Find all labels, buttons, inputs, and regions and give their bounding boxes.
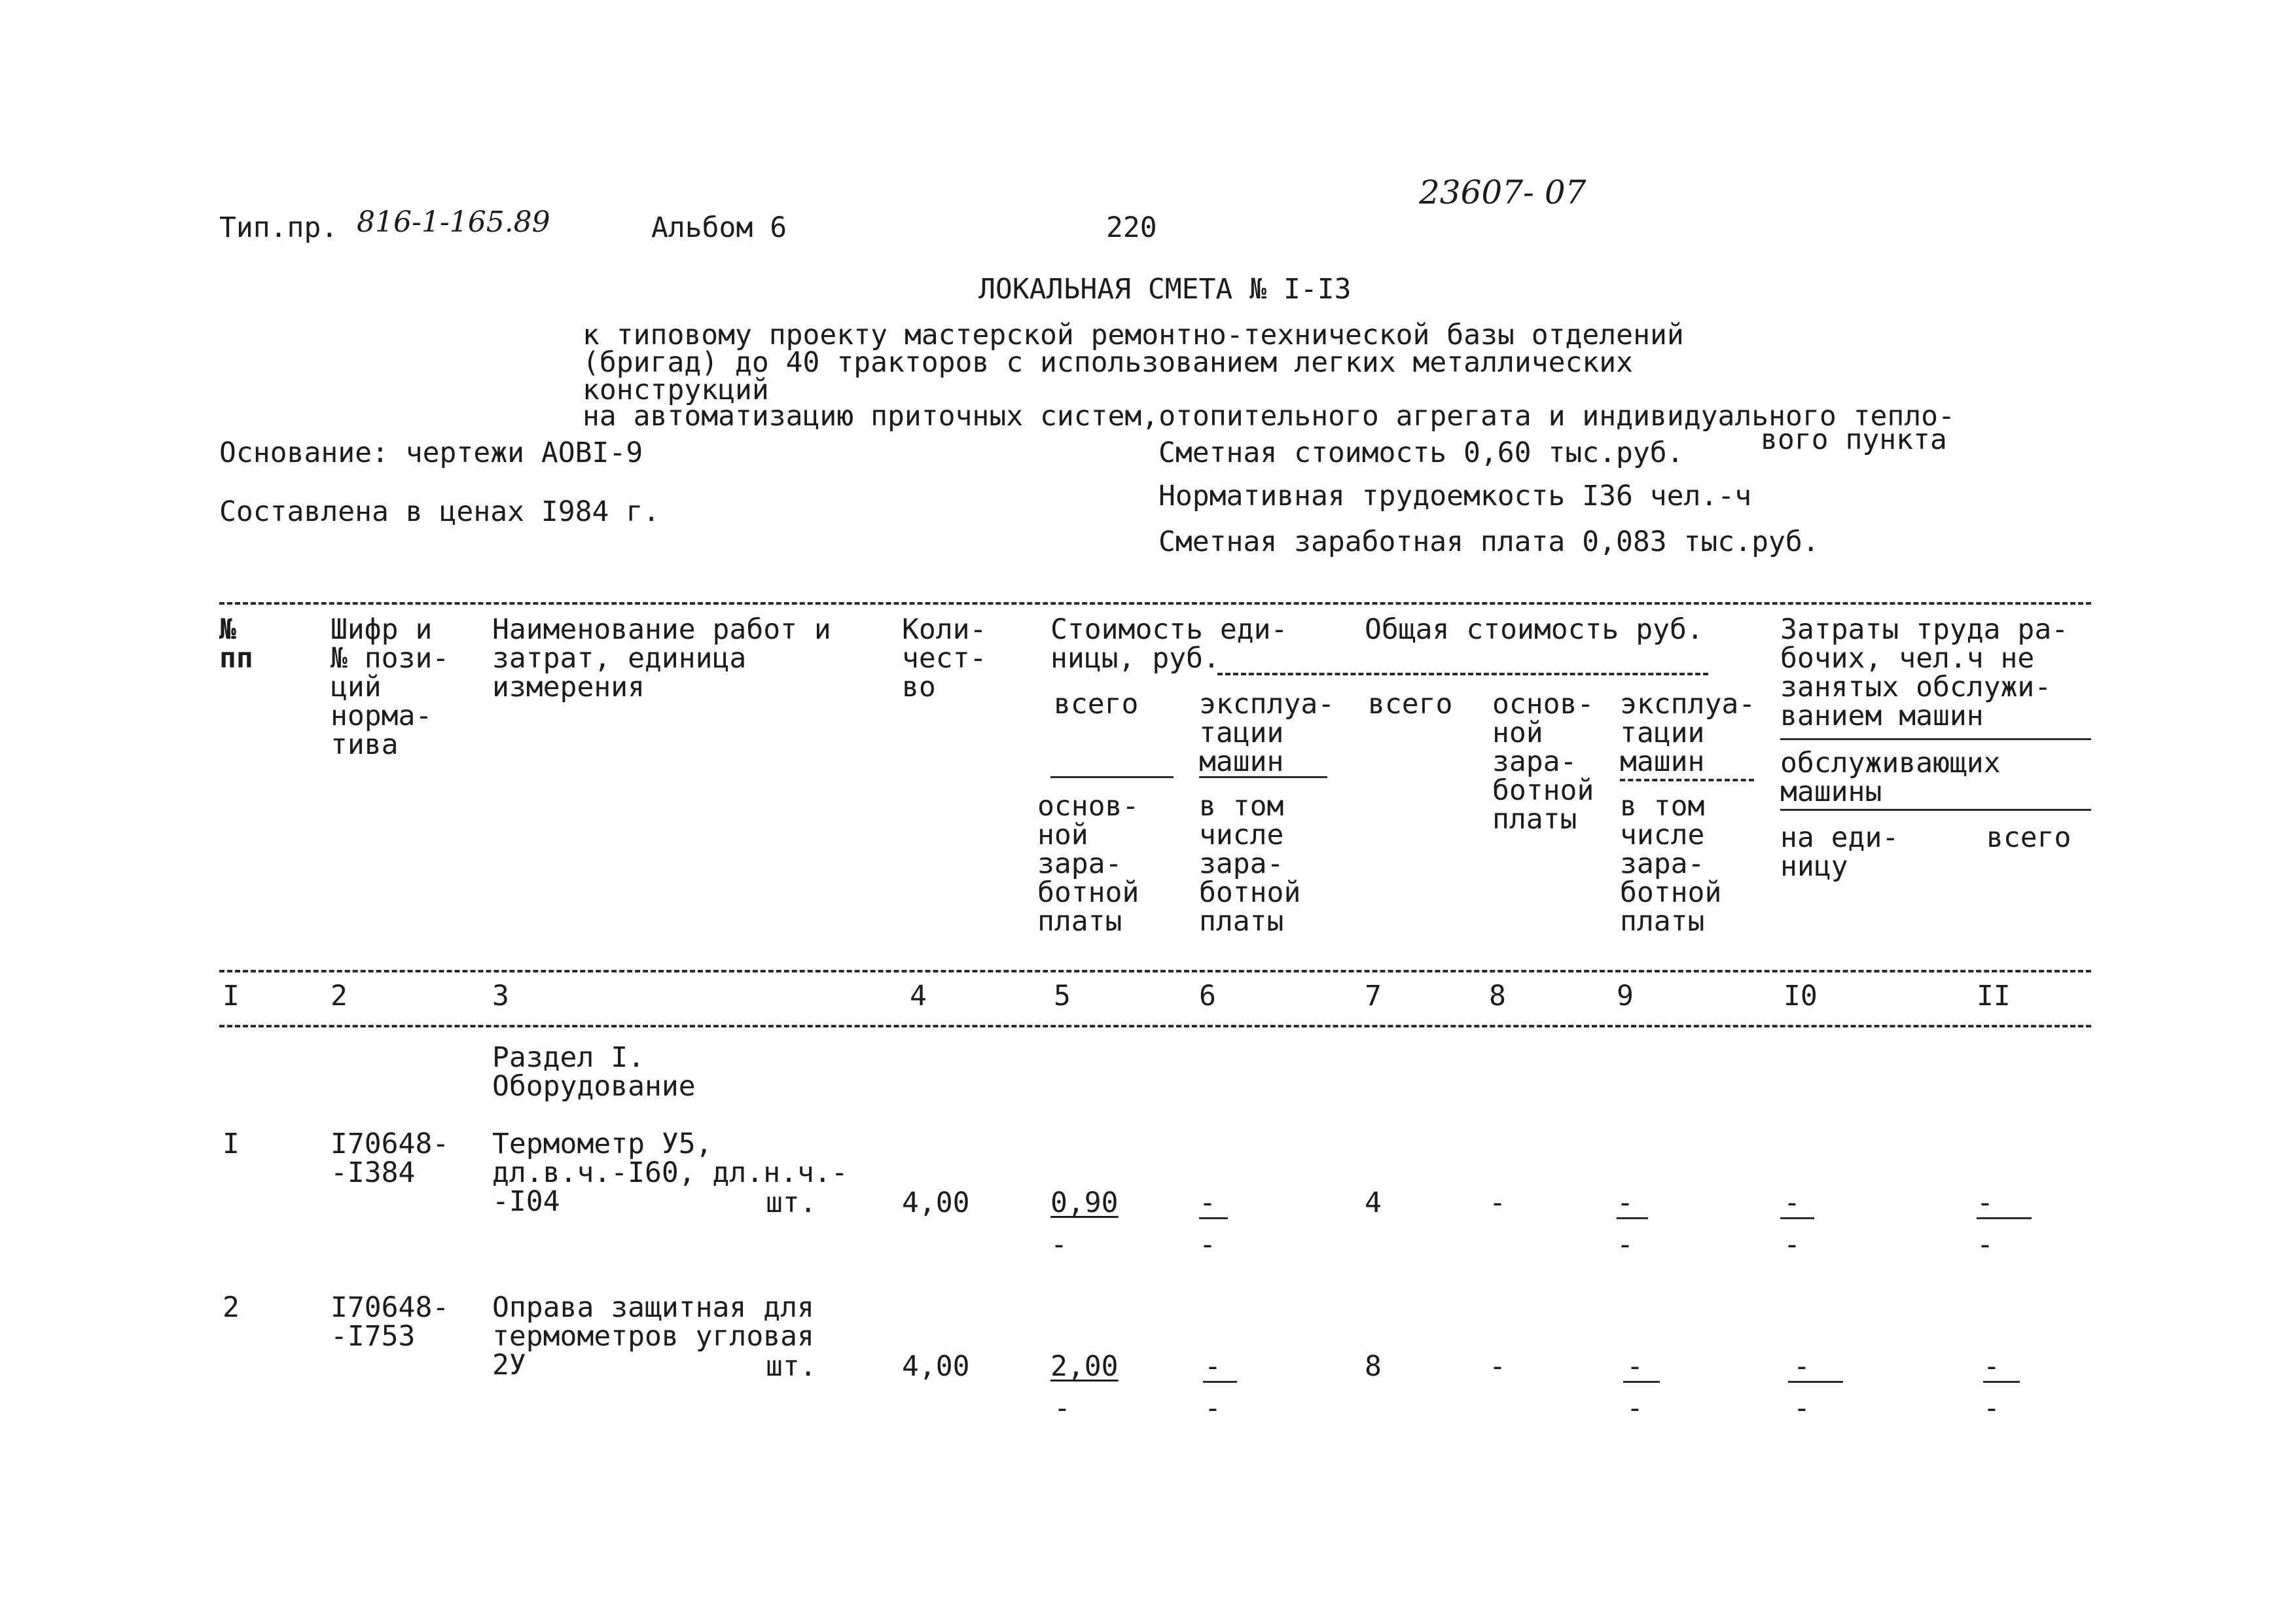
document-number: 23607- 07 xyxy=(1419,173,1587,211)
row-1-unit: шт. xyxy=(766,1186,817,1219)
col-5-divider xyxy=(1050,776,1174,778)
row-2-labor-unit-b: - xyxy=(1793,1392,1810,1425)
tip-pr-value: 816-1-165.89 xyxy=(357,205,550,239)
labor-divider-2 xyxy=(1780,809,2091,811)
row-2-total-wage: - xyxy=(1489,1350,1506,1383)
row-1-total: 4 xyxy=(1365,1186,1382,1219)
subtitle-line-5: вого пункта xyxy=(1761,423,1947,456)
row-1-unit-total: 0,90 xyxy=(1050,1186,1119,1219)
col-numbers-top-border xyxy=(219,970,2091,972)
estimated-wage: Сметная заработная плата 0,083 тыс.руб. xyxy=(1158,526,1820,558)
row-2-labor-total-b: - xyxy=(1983,1392,2000,1425)
row-1-code: I70648- -I384 xyxy=(331,1128,450,1189)
labor-intensity: Нормативная трудоемкость I36 чел.-ч xyxy=(1158,480,1752,512)
row-2-col-10-divider xyxy=(1788,1381,1843,1383)
col-number-1: I xyxy=(223,980,240,1012)
row-1-col-6-divider xyxy=(1199,1217,1228,1219)
row-2-total: 8 xyxy=(1365,1350,1382,1383)
row-2-labor-total: - xyxy=(1983,1350,2000,1383)
row-1-unit-mach: - xyxy=(1199,1186,1216,1219)
header-col-5-bottom: основ- ной зара- ботной платы xyxy=(1037,790,1139,938)
header-col-2: Шифр и № пози- ций норма- тива xyxy=(331,613,450,761)
col-number-6: 6 xyxy=(1199,980,1216,1012)
header-col-10: на еди- ницу xyxy=(1780,821,1899,883)
col-6-divider xyxy=(1199,776,1327,778)
table-top-border xyxy=(219,602,2091,605)
basis-text: Основание: чертежи АОВI-9 xyxy=(219,437,643,469)
row-2-code: I70648- -I753 xyxy=(331,1291,450,1353)
row-2-name: Оправа защитная для термометров угловая 2У xyxy=(492,1291,814,1382)
row-1-total-mach: - xyxy=(1617,1186,1634,1219)
row-2-unit-total: 2,00 xyxy=(1050,1350,1119,1383)
row-2-labor-unit: - xyxy=(1793,1350,1810,1383)
row-1-qty: 4,00 xyxy=(902,1186,970,1219)
row-1-unit-wage: - xyxy=(1050,1228,1067,1261)
tip-pr-label: Тип.пр. xyxy=(219,211,338,244)
row-1-labor-total-b: - xyxy=(1977,1228,1994,1261)
row-2-qty: 4,00 xyxy=(902,1350,970,1383)
prices-text: Составлена в ценах I984 г. xyxy=(219,495,660,528)
header-col-7: всего xyxy=(1368,688,1453,721)
estimated-cost: Сметная стоимость 0,60 тыс.руб. xyxy=(1158,437,1684,469)
header-col-11: всего xyxy=(1986,821,2072,854)
col-number-4: 4 xyxy=(910,980,927,1012)
section-title: Раздел I. Оборудование xyxy=(492,1041,696,1103)
page-number: 220 xyxy=(1106,211,1157,244)
col-number-9: 9 xyxy=(1617,980,1634,1012)
row-1-labor-unit: - xyxy=(1784,1186,1801,1219)
col-number-3: 3 xyxy=(492,980,509,1012)
row-1-labor-unit-b: - xyxy=(1784,1228,1801,1261)
col-number-2: 2 xyxy=(331,980,348,1012)
row-2-unit-mach: - xyxy=(1204,1350,1221,1383)
row-2-unit-mach-wage: - xyxy=(1204,1392,1221,1425)
subtitle-line-2: (бригад) до 40 тракторов с использованием легких металлических xyxy=(583,346,1634,379)
row-1-labor-total: - xyxy=(1977,1186,1994,1219)
header-col-9-top: эксплуа- тации машин xyxy=(1620,688,1756,778)
document-title: ЛОКАЛЬНАЯ СМЕТА № I-I3 xyxy=(978,273,1352,306)
row-2-total-mach-wage: - xyxy=(1626,1392,1643,1425)
row-2-number: 2 xyxy=(223,1291,240,1324)
header-col-6-bottom: в том числе зара- ботной платы xyxy=(1199,790,1301,938)
col-number-11: II xyxy=(1977,980,2011,1012)
header-col-6-top: эксплуа- тации машин xyxy=(1199,688,1335,778)
row-1-number: I xyxy=(223,1128,240,1160)
header-unit-cost: Стоимость еди- ницы, руб. xyxy=(1050,613,1288,675)
row-1-col-10-divider xyxy=(1780,1217,1814,1219)
header-labor-mid: обслуживающих машины xyxy=(1780,747,2001,808)
col-numbers-bottom-border xyxy=(219,1025,2091,1027)
col-number-5: 5 xyxy=(1054,980,1071,1012)
col-number-10: I0 xyxy=(1784,980,1818,1012)
subtitle-line-4: на автоматизацию приточных систем,отопительного агрегата и индивидуального тепло- xyxy=(583,400,1955,433)
row-2-col-9-divider xyxy=(1623,1381,1660,1383)
col-number-7: 7 xyxy=(1365,980,1382,1012)
labor-divider-1 xyxy=(1780,738,2091,740)
row-1-total-wage: - xyxy=(1489,1186,1506,1219)
row-1-col-11-divider xyxy=(1977,1217,2032,1219)
row-2-col-11-divider xyxy=(1983,1381,2020,1383)
header-col-5-top: всего xyxy=(1054,688,1139,721)
row-2-col-6-divider xyxy=(1203,1381,1237,1383)
row-2-unit: шт. xyxy=(766,1350,817,1383)
row-1-col-9-divider xyxy=(1617,1217,1648,1219)
album-label: Альбом 6 xyxy=(651,211,787,244)
header-labor-top: Затраты труда ра- бочих, чел.ч не занятых обслужи- ванием машин xyxy=(1780,613,2069,732)
col-9-divider xyxy=(1620,779,1754,781)
col-number-8: 8 xyxy=(1489,980,1506,1012)
row-1-total-mach-wage: - xyxy=(1617,1228,1634,1261)
header-col-8: основ- ной зара- ботной платы xyxy=(1492,688,1594,836)
header-col-4: Коли- чест- во xyxy=(902,613,987,704)
row-2-unit-wage: - xyxy=(1054,1392,1071,1425)
unit-cost-dash xyxy=(1217,673,1708,675)
header-col-9-bottom: в том числе зара- ботной платы xyxy=(1620,790,1722,938)
row-1-unit-mach-wage: - xyxy=(1199,1228,1216,1261)
subtitle-line-3: конструкций xyxy=(583,374,769,406)
header-col-1: № пп xyxy=(219,613,253,675)
row-1-name: Термометр У5, дл.в.ч.-I60, дл.н.ч.- -I04 xyxy=(492,1128,848,1218)
row-2-total-mach: - xyxy=(1626,1350,1643,1383)
header-col-3: Наименование работ и затрат, единица измерения xyxy=(492,613,831,704)
subtitle-line-1: к типовому проекту мастерской ремонтно-технической базы отделений xyxy=(583,319,1684,351)
header-total-cost: Общая стоимость руб. xyxy=(1365,613,1704,646)
